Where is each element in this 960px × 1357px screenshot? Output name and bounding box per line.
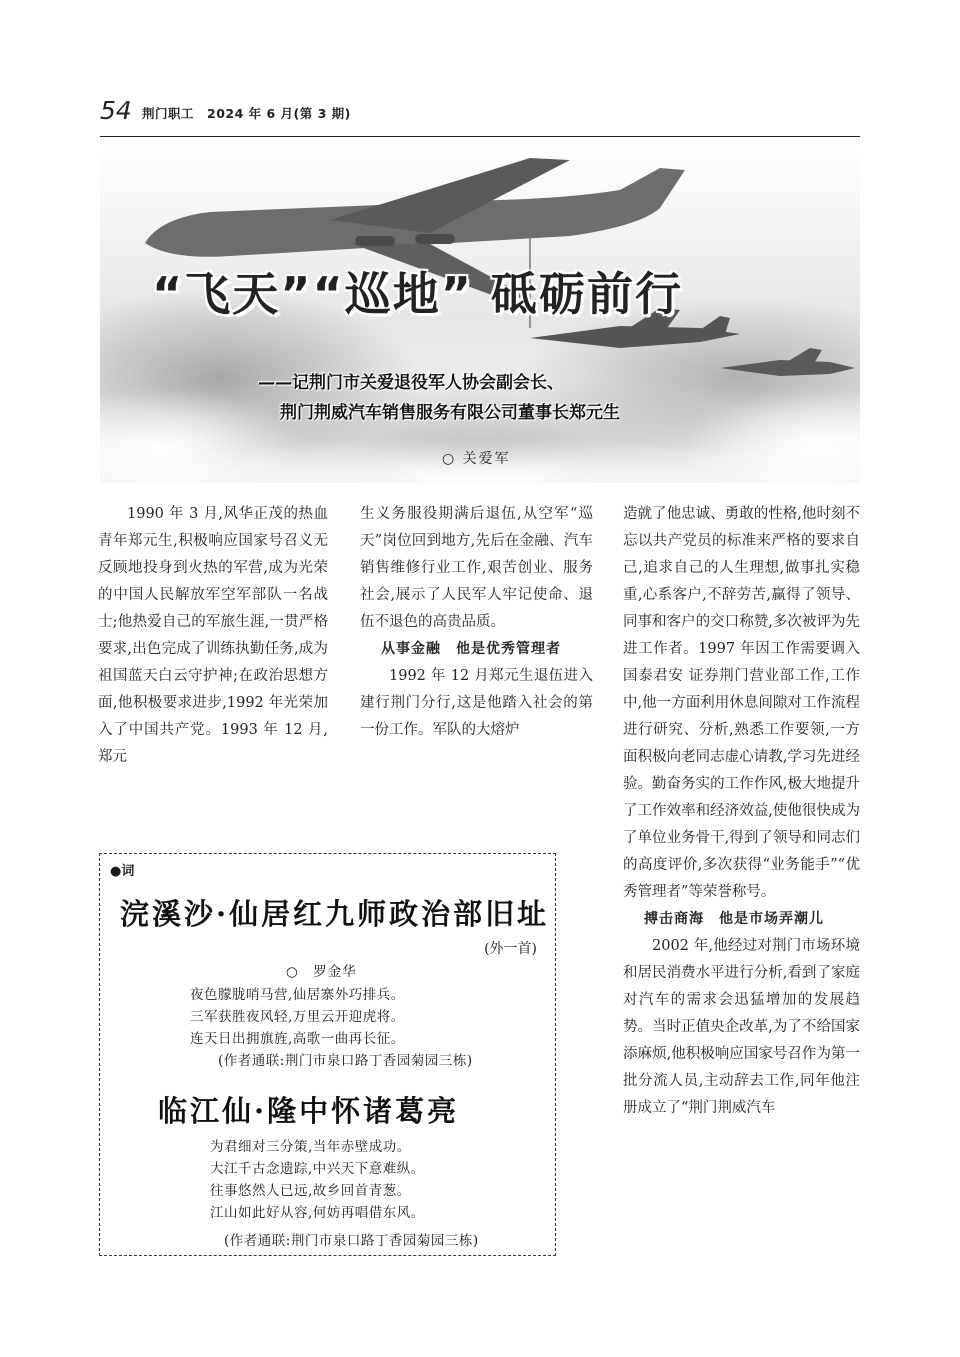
poem-body bbox=[210, 1136, 479, 1252]
paragraph: 生义务服役期满后退伍,从空军“巡天”岗位回到地方,先后在金融、汽车销售维修行业工作,艰苦创业、服务社会,展示了人民军人牢记使命、退伍不退色的高贵品质。 bbox=[360, 506, 593, 630]
paragraph: 2002 年,他经过对荆门市场环境和居民消费水平进行分析,看到了家庭对汽车的需求会迅猛增加的发展趋势。当时正值央企改革,为了不给国家添麻烦,他积极响应国家号召作为第一批分流人员,主动辞去工作,同年他注册成立了“荆门荆威汽车 bbox=[623, 938, 860, 1116]
poem-category: ●词 bbox=[110, 864, 135, 879]
section-heading: 从事金融 他是优秀管理者 bbox=[381, 641, 561, 657]
text-column bbox=[98, 501, 328, 771]
poem-contact-note: (作者通联:荆门市泉口路丁香园菊园三栋) bbox=[218, 1053, 473, 1069]
poem-line: 往事悠然人已远,故乡回首青葱。 bbox=[210, 1183, 411, 1199]
poem-line: 江山如此好从容,何妨再唱借东风。 bbox=[210, 1205, 425, 1221]
poem-line: 连天日出拥旗旌,高歌一曲再长征。 bbox=[190, 1031, 405, 1047]
paragraph: 1990 年 3 月,风华正茂的热血青年郑元生,积极响应国家号召义无反顾地投身到火热的军营,成为光荣的中国人民解放军空军部队一名战士;他热爱自己的军旅生涯,一贯严格要求,出色完成了训练执勤任务,成为祖国蓝天白云守护神;在政治思想方面,他积极要求进步,1992 年光荣加入了中国共产党。1993 年 12 月,郑元 bbox=[98, 506, 328, 765]
poem-line: 大江千古念遗踪,中兴天下意难纵。 bbox=[210, 1161, 425, 1177]
article-title: “飞天”“巡地” 砥砺前行 bbox=[152, 267, 683, 321]
section-heading: 搏击商海 他是市场弄潮儿 bbox=[644, 911, 824, 927]
poem-box bbox=[99, 853, 556, 1256]
poem-title: 临江仙·隆中怀诸葛亮 bbox=[158, 1094, 460, 1128]
poem-extra-note: (外一首) bbox=[484, 941, 537, 957]
text-column bbox=[360, 501, 593, 744]
article-banner bbox=[100, 148, 860, 483]
poem-line: 夜色朦胧哨马营,仙居寨外巧排兵。 bbox=[190, 987, 405, 1003]
poem-title: 浣溪沙·仙居红九师政治部旧址 bbox=[120, 897, 550, 931]
poem-line: 为君细对三分策,当年赤壁成功。 bbox=[210, 1139, 411, 1155]
page-header bbox=[100, 96, 860, 137]
paragraph: 1992 年 12 月郑元生退伍进入建行荆门分行,这是他踏入社会的第一份工作。军队的大熔炉 bbox=[360, 668, 593, 738]
poem-line: 三军获胜夜风轻,万里云开迎虎将。 bbox=[190, 1009, 405, 1025]
publication-info: 荆门职工 2024 年 6 月(第 3 期) bbox=[142, 106, 351, 121]
article-subtitle: 荆门荆威汽车销售服务有限公司董事长郑元生 bbox=[280, 403, 620, 423]
article-author: ○ 关爱军 bbox=[442, 451, 511, 467]
page-number: 54 bbox=[100, 96, 132, 125]
paragraph: 造就了他忠诚、勇敢的性格,他时刻不忘以共产党员的标准来严格的要求自己,追求自己的人生理想,做事扎实稳重,心系客户,不辞劳苦,赢得了领导、同事和客户的交口称赞,多次被评为先进工作者。1997 年因工作需要调入国泰君安 证券荆门营业部工作,工作中,他一方面利用休息间隙对工作流程进行研究、分析,熟悉工作要领,一方面积极向老同志虚心请教,学习先进经验。勤奋务实的工作作风,极大地提升了工作效率和经济效益,使他很快成为了单位业务骨干,得到了领导和同志们的高度评价,多次获得“业务能手”“优秀管理者”等荣誉称号。 bbox=[623, 506, 860, 900]
poem-author: ○ 罗金华 bbox=[286, 964, 357, 980]
article-subtitle: ——记荆门市关爱退役军人协会副会长、 bbox=[258, 373, 564, 393]
poem-contact-note: (作者通联:荆门市泉口路丁香园菊园三栋) bbox=[224, 1233, 479, 1249]
text-column bbox=[623, 501, 860, 1122]
poem-body bbox=[190, 984, 473, 1072]
